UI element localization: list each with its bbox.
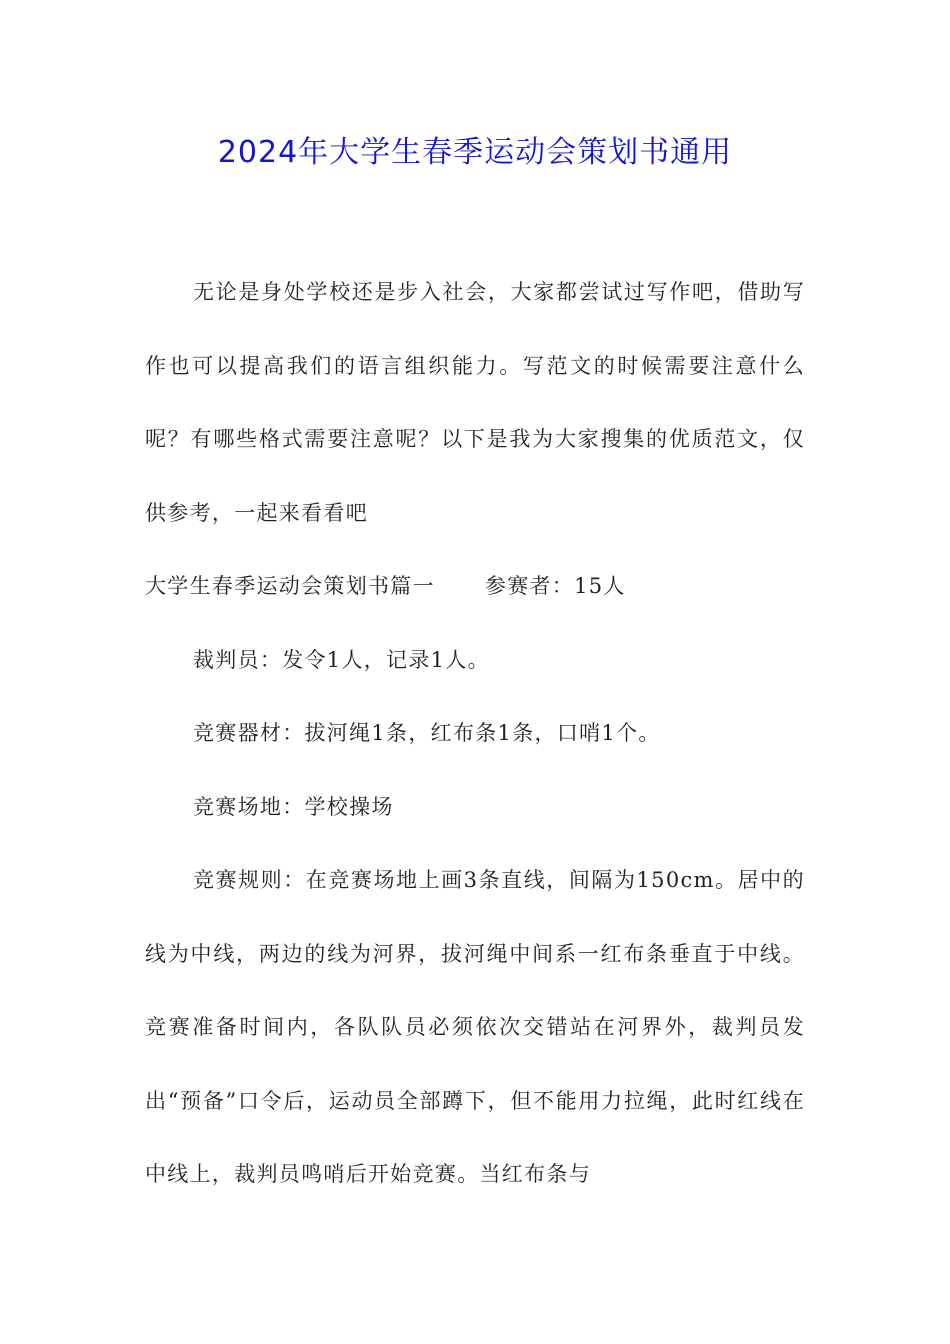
intro-paragraph: 无论是身处学校还是步入社会，大家都尝试过写作吧，借助写作也可以提高我们的语言组织能力。写范文的时候需要注意什么呢？有哪些格式需要注意呢？以下是我为大家搜集的优质范文，仅供参考，一起来看看吧 (145, 280, 805, 525)
participants-text: 参赛者：15人 (484, 574, 626, 598)
venue-paragraph: 竞赛场地：学校操场 (193, 794, 394, 819)
section-line (145, 550, 805, 624)
rules-paragraph: 竞赛规则：在竞赛场地上画3条直线，间隔为150cm。居中的线为中线，两边的线为河界，拔河绳中间系一红布条垂直于中线。竞赛准备时间内，各队队员必须依次交错站在河界外，裁判员发出“预备”口令后，运动员全部蹲下，但不能用力拉绳，此时红线在中线上，裁判员鸣哨后开始竞赛。当红布条与 (145, 868, 805, 1186)
referees-paragraph: 裁判员：发令1人，记录1人。 (193, 647, 490, 672)
section-heading: 大学生春季运动会策划书篇一 (145, 574, 435, 598)
equipment-paragraph: 竞赛器材：拔河绳1条，红布条1条，口哨1个。 (193, 721, 661, 745)
document-title: 2024年大学生春季运动会策划书通用 (217, 135, 733, 170)
document-body (145, 256, 805, 1212)
